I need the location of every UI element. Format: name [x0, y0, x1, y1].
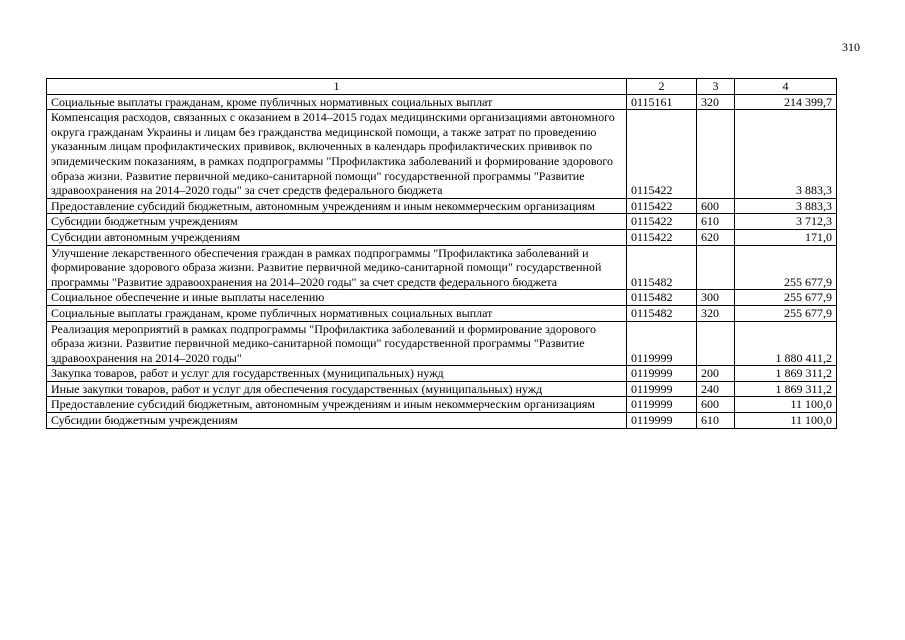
row-type-cell: 300: [697, 290, 735, 306]
row-code-cell: 0115482: [627, 245, 697, 290]
page-number: 310: [842, 40, 860, 54]
row-type-cell: 320: [697, 305, 735, 321]
row-type-cell: 610: [697, 413, 735, 429]
column-header-2: 2: [627, 79, 697, 95]
table-row: [47, 94, 837, 110]
row-code-cell: 0115482: [627, 305, 697, 321]
table-row: [47, 413, 837, 429]
table-row: [47, 110, 837, 199]
table-row: [47, 366, 837, 382]
row-code-cell: 0115422: [627, 229, 697, 245]
row-name-cell: Предоставление субсидий бюджетным, автономным учреждениям и иным некоммерческим организациям: [47, 198, 627, 214]
row-amount-cell: 3 712,3: [735, 214, 837, 230]
row-name-cell: Субсидии бюджетным учреждениям: [47, 214, 627, 230]
table-row: [47, 198, 837, 214]
row-amount-cell: 214 399,7: [735, 94, 837, 110]
row-amount-cell: 255 677,9: [735, 305, 837, 321]
table-row: [47, 229, 837, 245]
row-type-cell: 610: [697, 214, 735, 230]
column-header-1: 1: [47, 79, 627, 95]
row-name-cell: Субсидии бюджетным учреждениям: [47, 413, 627, 429]
budget-table: [46, 78, 837, 429]
row-type-cell: 200: [697, 366, 735, 382]
row-type-cell: [697, 321, 735, 366]
row-name-cell: Реализация мероприятий в рамках подпрограммы "Профилактика заболеваний и формирование здорового образа жизни. Развитие первичной медико-санитарной помощи" государственной программы "Развитие здравоохранения на 2014–2020 годы": [47, 321, 627, 366]
row-type-cell: [697, 245, 735, 290]
row-code-cell: 0119999: [627, 366, 697, 382]
table-row: [47, 245, 837, 290]
row-type-cell: 600: [697, 397, 735, 413]
row-name-cell: Иные закупки товаров, работ и услуг для обеспечения государственных (муниципальных) нужд: [47, 381, 627, 397]
row-name-cell: Улучшение лекарственного обеспечения граждан в рамках подпрограммы "Профилактика заболеваний и формирование здорового образа жизни. Развитие первичной медико-санитарной помощи" государственной программы "Развитие здравоохранения на 2014–2020 годы" за счет средств федерального бюджета: [47, 245, 627, 290]
row-code-cell: 0119999: [627, 413, 697, 429]
row-name-cell: Социальные выплаты гражданам, кроме публичных нормативных социальных выплат: [47, 94, 627, 110]
row-name-cell: Субсидии автономным учреждениям: [47, 229, 627, 245]
table-row: [47, 290, 837, 306]
row-type-cell: 320: [697, 94, 735, 110]
row-amount-cell: 1 869 311,2: [735, 381, 837, 397]
row-code-cell: 0115422: [627, 214, 697, 230]
row-type-cell: 620: [697, 229, 735, 245]
table-row: [47, 305, 837, 321]
row-code-cell: 0119999: [627, 397, 697, 413]
row-code-cell: 0115422: [627, 198, 697, 214]
table-header-row: [47, 79, 837, 95]
row-amount-cell: 3 883,3: [735, 198, 837, 214]
row-type-cell: [697, 110, 735, 199]
row-code-cell: 0119999: [627, 381, 697, 397]
row-name-cell: Закупка товаров, работ и услуг для государственных (муниципальных) нужд: [47, 366, 627, 382]
table-row: [47, 397, 837, 413]
row-amount-cell: 3 883,3: [735, 110, 837, 199]
row-amount-cell: 1 880 411,2: [735, 321, 837, 366]
table-row: [47, 381, 837, 397]
row-name-cell: Социальные выплаты гражданам, кроме публичных нормативных социальных выплат: [47, 305, 627, 321]
table-row: [47, 214, 837, 230]
row-code-cell: 0115482: [627, 290, 697, 306]
row-type-cell: 240: [697, 381, 735, 397]
table-row: [47, 321, 837, 366]
row-amount-cell: 255 677,9: [735, 245, 837, 290]
row-amount-cell: 11 100,0: [735, 413, 837, 429]
row-amount-cell: 11 100,0: [735, 397, 837, 413]
row-name-cell: Компенсация расходов, связанных с оказанием в 2014–2015 годах медицинскими организациями автономного округа гражданам Украины и лицам без гражданства медицинской помощи, а также затрат по проведению указанным лицам профилактических прививок, включенных в календарь профилактических прививок по эпидемическим показаниям, в рамках подпрограммы "Профилактика заболеваний и формирование здорового образа жизни. Развитие первичной медико-санитарной помощи" государственной программы "Развитие здравоохранения на 2014–2020 годы" за счет средств федерального бюджета: [47, 110, 627, 199]
row-amount-cell: 1 869 311,2: [735, 366, 837, 382]
row-amount-cell: 171,0: [735, 229, 837, 245]
column-header-3: 3: [697, 79, 735, 95]
row-type-cell: 600: [697, 198, 735, 214]
column-header-4: 4: [735, 79, 837, 95]
row-amount-cell: 255 677,9: [735, 290, 837, 306]
row-code-cell: 0115161: [627, 94, 697, 110]
row-name-cell: Социальное обеспечение и иные выплаты населению: [47, 290, 627, 306]
table-body: [47, 94, 837, 428]
row-code-cell: 0119999: [627, 321, 697, 366]
row-name-cell: Предоставление субсидий бюджетным, автономным учреждениям и иным некоммерческим организациям: [47, 397, 627, 413]
row-code-cell: 0115422: [627, 110, 697, 199]
